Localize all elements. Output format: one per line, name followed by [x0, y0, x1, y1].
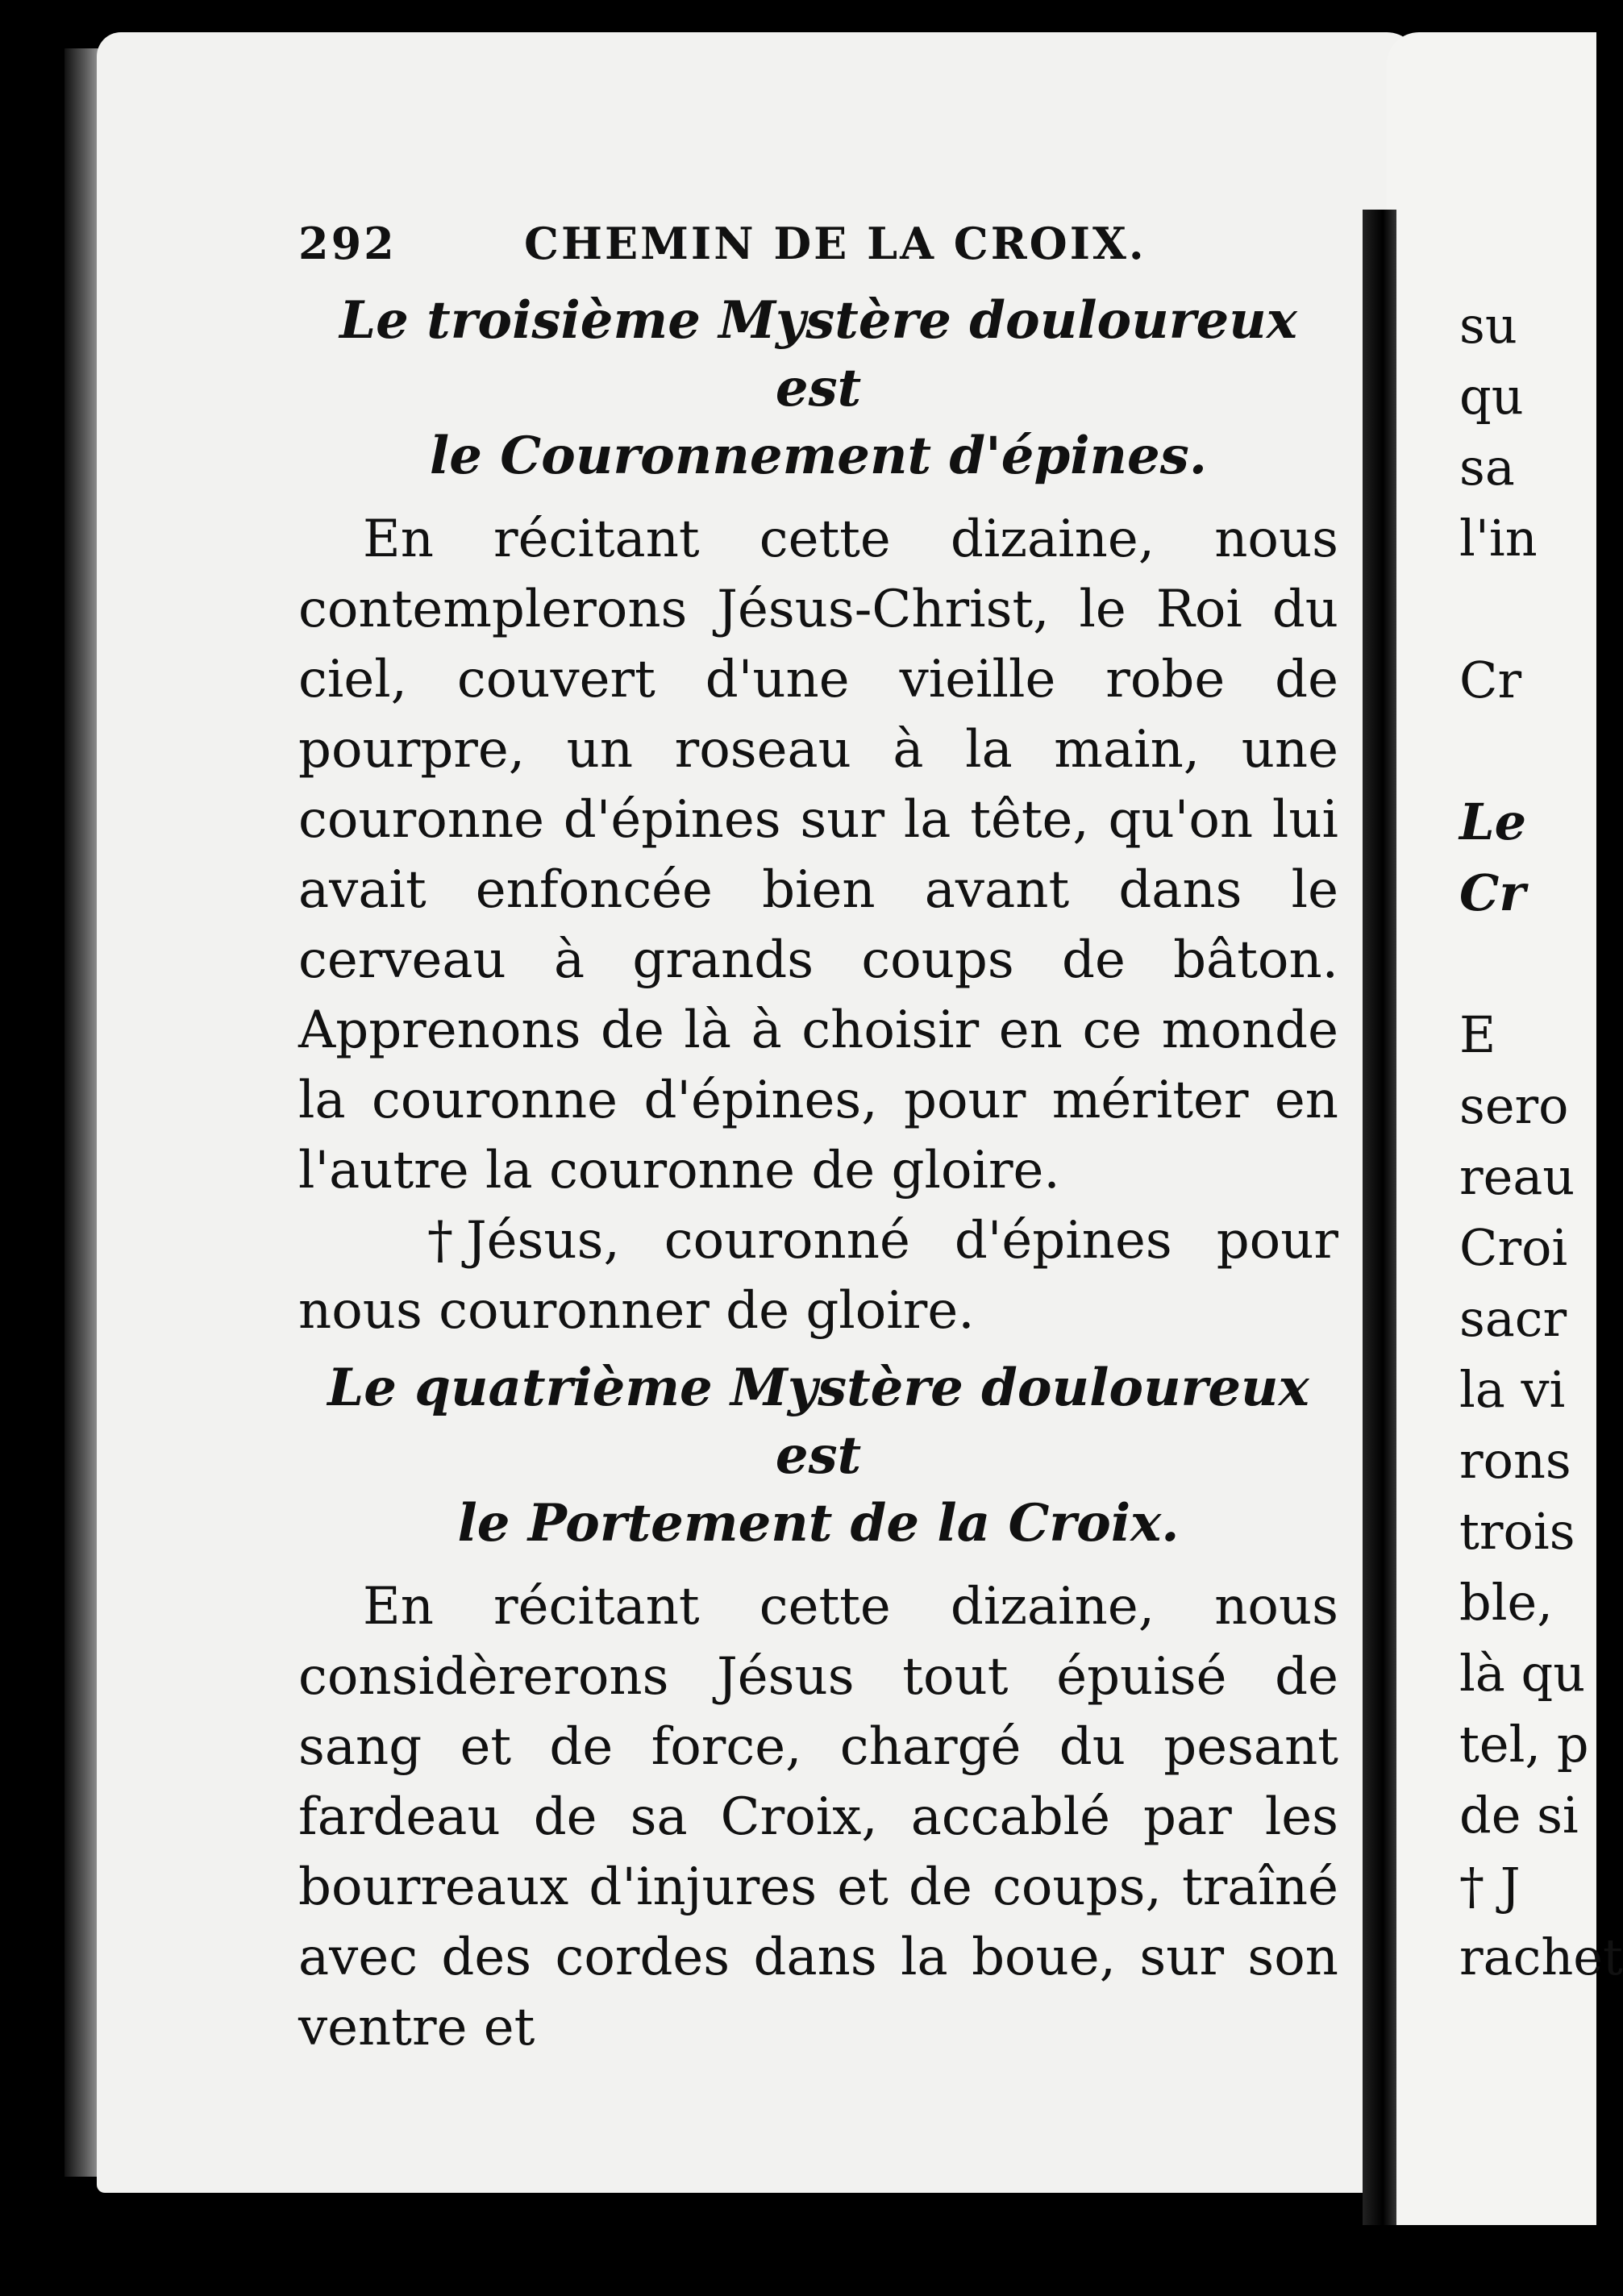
fragment-line: su — [1459, 296, 1517, 355]
body-paragraph: En récitant cette dizaine, nous contemplerons Jésus-Christ, le Roi du ciel, couvert d'une vieille robe de pourpre, un roseau à la main, une couronne d'épines sur la tête, qu'on lui avait enfoncée bien avant dans le cerveau à grands coups de bâton. Apprenons de là à choisir en ce monde la couronne d'épines, pour mériter en l'autre la couronne de gloire. — [298, 510, 1338, 1200]
book-gutter — [1363, 210, 1396, 2225]
fragment-line: de si — [1459, 1786, 1579, 1845]
prayer-line — [298, 1206, 1338, 1346]
fragment-line: rons — [1459, 1431, 1571, 1490]
section-title — [298, 287, 1338, 490]
fragment-line: là qu — [1459, 1644, 1586, 1703]
fragment-line — [1459, 574, 1588, 645]
fragment-line: sero — [1459, 1076, 1569, 1135]
section-title-line: Le quatrième Mystère douloureux est — [327, 1358, 1309, 1486]
section-title-line: Le troisième Mystère douloureux est — [339, 290, 1297, 418]
fragment-line: rachet — [1459, 1928, 1623, 1986]
running-title: CHEMIN DE LA CROIX. — [524, 218, 1147, 269]
fragment-line: † J — [1459, 1857, 1521, 1915]
body-paragraph: En récitant cette dizaine, nous considèrerons Jésus tout épuisé de sang et de force, chargé du pesant fardeau de sa Croix, accablé par les bourreaux d'injures et de coups, traîné avec des cordes dans la boue, sur son ventre et — [298, 1577, 1338, 2057]
fragment-line: E — [1459, 1005, 1496, 1064]
fragment-line: Croi — [1459, 1218, 1568, 1277]
section-title — [298, 1354, 1338, 1558]
fragment-line: trois — [1459, 1502, 1575, 1561]
fragment-line — [1459, 716, 1588, 787]
left-page-text — [298, 218, 1338, 2063]
fragment-line: qu — [1459, 367, 1524, 426]
running-header — [298, 218, 1338, 269]
fragment-line — [1459, 929, 1588, 1000]
section-title-line: le Portement de la Croix. — [457, 1493, 1180, 1554]
fragment-line: la vi — [1459, 1360, 1566, 1419]
prayer-text: Jésus, couronné d'épines pour nous couronner de gloire. — [298, 1211, 1338, 1341]
fragment-line: tel, p — [1459, 1715, 1589, 1774]
fragment-line: sacr — [1459, 1289, 1567, 1348]
section-title-line: le Couronnement d'épines. — [429, 426, 1208, 486]
fragment-line: Cr — [1459, 651, 1522, 709]
fragment-line: sa — [1459, 438, 1515, 497]
page-number: 292 — [298, 218, 397, 269]
fragment-line: l'in — [1459, 509, 1538, 568]
fragment-line: Le — [1459, 792, 1527, 851]
facing-page-fragments — [1459, 290, 1623, 1993]
fragment-line: Cr — [1459, 863, 1526, 922]
cross-icon: † — [427, 1211, 453, 1271]
fragment-line: ble, — [1459, 1573, 1553, 1632]
fragment-line: reau — [1459, 1147, 1575, 1206]
